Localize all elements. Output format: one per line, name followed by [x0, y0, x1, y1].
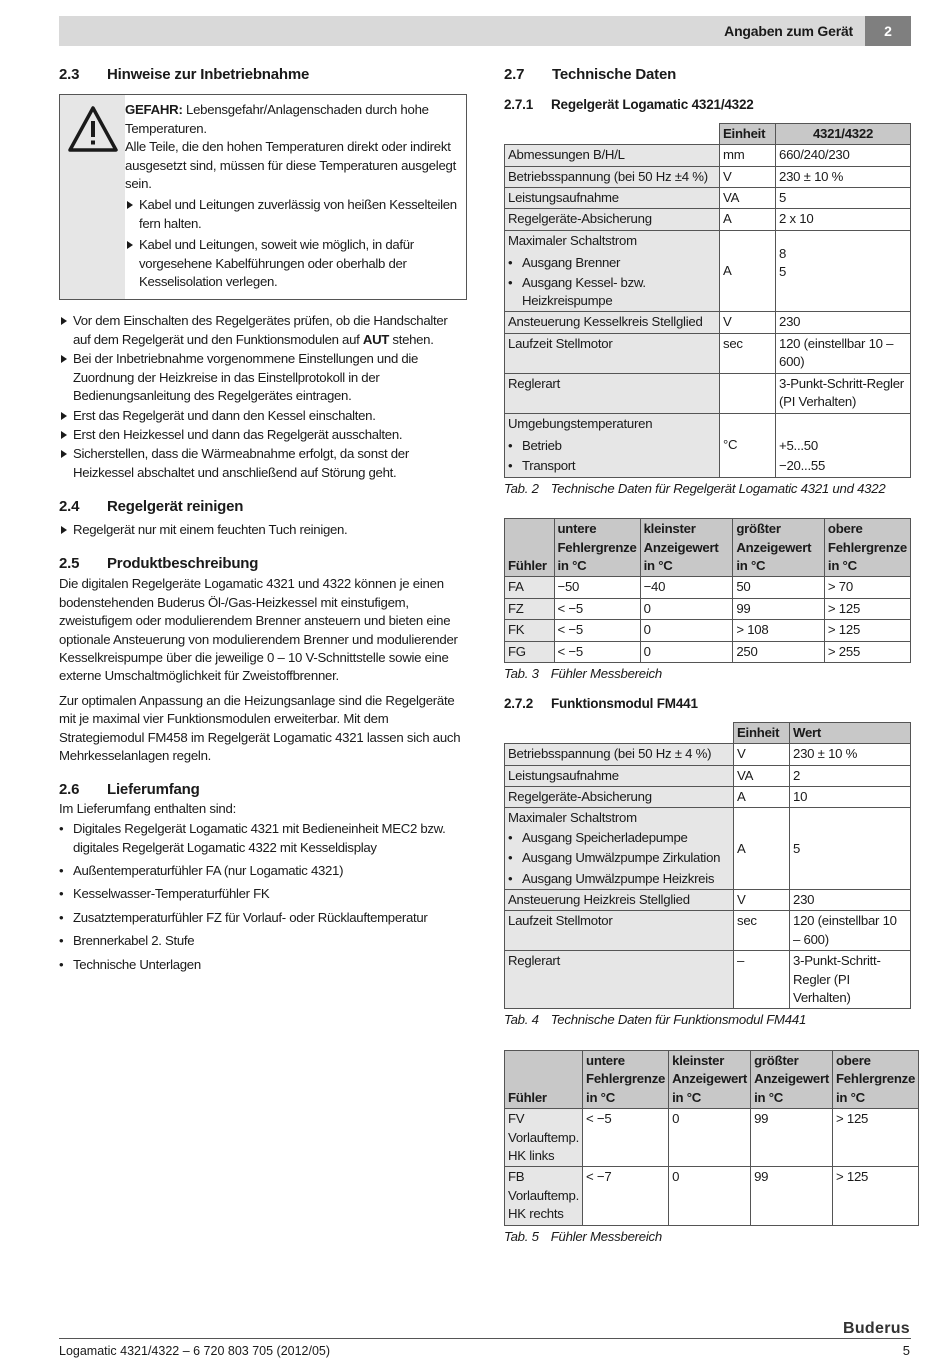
table-cell: < −5	[554, 620, 640, 641]
cell-value: +5...50	[779, 437, 818, 453]
table-cell: Ansteuerung Kesselkreis Stellglied	[505, 312, 720, 333]
section-2-5-heading	[59, 555, 467, 573]
column-header: Fühler	[505, 1050, 583, 1108]
caption-number: Tab. 3	[504, 665, 539, 681]
table-cell: Leistungsaufnahme	[505, 765, 734, 786]
section-title: Regelgerät Logamatic 4321/4322	[551, 97, 754, 113]
table-cell: FG	[505, 641, 555, 662]
section-number: 2.7.2	[504, 696, 534, 712]
table-cell: FZ	[505, 598, 555, 619]
table-cell: Regelgeräte-Absicherung	[505, 787, 734, 808]
column-header: Wert	[790, 722, 911, 743]
table-cell: 120 (einstellbar 10 – 600)	[790, 911, 911, 951]
table-cell: A	[734, 787, 790, 808]
section-number: 2.7.1	[504, 97, 534, 113]
warning-action-list	[125, 196, 458, 291]
table-cell: Reglerart	[505, 951, 734, 1009]
section-title: Funktionsmodul FM441	[551, 696, 698, 712]
list-item-text: Vor dem Einschalten des Regelgerätes prüfen, ob die Handschalter auf dem Regelgerät und den Funktionsmodulen auf	[73, 313, 448, 347]
section-number: 2.4	[59, 498, 80, 516]
section-number: 2.5	[59, 554, 80, 572]
column-header: obere Fehlergrenze in °C	[833, 1050, 919, 1108]
column-header: größter Anzeigewert in °C	[751, 1050, 833, 1108]
table-cell	[776, 413, 911, 477]
list-item: • Ausgang Umwälzpumpe Zirkulation	[508, 849, 730, 867]
table-cell: 5	[790, 808, 911, 890]
table-cell: 99	[733, 598, 825, 619]
list-item: • Transport	[508, 457, 716, 475]
table-cell: > 125	[833, 1109, 919, 1167]
caption-number: Tab. 5	[504, 1228, 539, 1244]
header-title: Angaben zum Gerät	[724, 23, 853, 39]
table-cell: FA	[505, 577, 555, 598]
table-row	[505, 333, 911, 373]
table-cell: sec	[720, 333, 776, 373]
table-cell: V	[734, 890, 790, 911]
table-cell: VA	[720, 188, 776, 209]
list-item: Regelgerät nur mit einem feuchten Tuch reinigen.	[59, 521, 467, 539]
table-cell: < −5	[583, 1109, 669, 1167]
table-row	[505, 1167, 919, 1225]
section-2-4-heading	[59, 498, 467, 516]
warning-icon-column	[60, 95, 125, 299]
table-cell: > 125	[833, 1167, 919, 1225]
table-cell: > 108	[733, 620, 825, 641]
fm441-sensor-range-table	[504, 1050, 919, 1226]
table-cell	[776, 230, 911, 312]
page-header	[59, 16, 911, 46]
table-row	[505, 641, 911, 662]
cleaning-list	[59, 521, 467, 539]
table-cell: −40	[640, 577, 733, 598]
table-row	[505, 951, 911, 1009]
table-row	[505, 188, 911, 209]
column-header: größter Anzeigewert in °C	[733, 519, 825, 577]
table-cell: 0	[669, 1109, 751, 1167]
table-cell: 3-Punkt-Schritt-Regler (PI Verhalten)	[776, 373, 911, 413]
table-row	[505, 209, 911, 230]
table-cell: sec	[734, 911, 790, 951]
table-cell: 2 x 10	[776, 209, 911, 230]
list-item: • Ausgang Speicherladepumpe	[508, 829, 730, 847]
cell-bullets	[508, 437, 716, 476]
table-cell: 99	[751, 1167, 833, 1225]
list-item: Kabel und Leitungen, soweit wie möglich, in dafür vorgesehene Kabelführungen oder oberhalb der Kesselisolation verlegen.	[125, 236, 458, 291]
list-item: • Digitales Regelgerät Logamatic 4321 mit Bedieneinheit MEC2 bzw. digitales Regelgerät Logamatic 4322 mit Kesseldisplay	[59, 820, 467, 857]
table-header-row	[505, 1050, 919, 1108]
table-row	[505, 598, 911, 619]
table-cell: 120 (einstellbar 10 – 600)	[776, 333, 911, 373]
table-row	[505, 765, 911, 786]
table-cell: °C	[720, 413, 776, 477]
list-item: • Ausgang Brenner	[508, 254, 716, 272]
table-cell: 230	[790, 890, 911, 911]
list-item: • Betrieb	[508, 437, 716, 455]
table-cell: Leistungsaufnahme	[505, 188, 720, 209]
column-header: Einheit	[734, 722, 790, 743]
table-cell: Betriebsspannung (bei 50 Hz ±4 %)	[505, 166, 720, 187]
aut-label: AUT	[362, 331, 390, 347]
list-item: Erst den Heizkessel und dann das Regelgerät ausschalten.	[59, 426, 467, 444]
table-row	[505, 620, 911, 641]
table-cell: 0	[640, 620, 733, 641]
section-number: 2.7	[504, 66, 525, 83]
list-item: • Brennerkabel 2. Stufe	[59, 932, 467, 950]
warning-text	[125, 95, 466, 299]
caption-number: Tab. 2	[504, 480, 539, 496]
table-cell: Betriebsspannung (bei 50 Hz ± 4 %)	[505, 744, 734, 765]
danger-lead-text: Lebensgefahr/Anlagenschaden durch hohe Temperaturen.	[125, 102, 429, 136]
table-cell: > 70	[824, 577, 910, 598]
table-row	[505, 808, 911, 890]
table-row	[505, 787, 911, 808]
table-cell: 5	[776, 188, 911, 209]
section-2-3-heading	[59, 66, 467, 84]
section-2-7-heading	[504, 66, 911, 84]
commissioning-steps-list	[59, 312, 467, 482]
table-cell	[505, 123, 720, 144]
table-cell	[505, 230, 720, 312]
table-cell: 2	[790, 765, 911, 786]
table-cell: < −5	[554, 641, 640, 662]
danger-warning-box	[59, 94, 467, 300]
section-number: 2.3	[59, 66, 80, 83]
table-cell: 230	[776, 312, 911, 333]
fm441-technical-data-table	[504, 722, 911, 1010]
cell-value: 5	[779, 264, 787, 280]
sensor-range-table	[504, 518, 911, 663]
table-cell: mm	[720, 145, 776, 166]
header-page-number: 2	[865, 16, 911, 46]
column-header: untere Fehlergrenze in °C	[554, 519, 640, 577]
list-item-text: stehen.	[389, 331, 434, 347]
column-header: Einheit	[720, 123, 776, 144]
cell-bullets	[508, 829, 730, 888]
table-cell: 50	[733, 577, 825, 598]
table-cell: FV Vorlauftemp. HK links	[505, 1109, 583, 1167]
table-cell: 99	[751, 1109, 833, 1167]
table-cell: Laufzeit Stellmotor	[505, 911, 734, 951]
list-item	[59, 312, 467, 349]
table-cell: 660/240/230	[776, 145, 911, 166]
table-cell: A	[720, 230, 776, 312]
caption-text: Fühler Messbereich	[550, 665, 662, 681]
list-item: Bei der Inbetriebnahme vorgenommene Einstellungen und die Zuordnung der Heizkreise in das Einstellprotokoll in der Bedienungsanleitung des Regelgerätes eintragen.	[59, 350, 467, 405]
table-row	[505, 890, 911, 911]
cell-bullets	[508, 254, 716, 310]
section-title: Regelgerät reinigen	[107, 498, 244, 516]
table-cell: Abmessungen B/H/L	[505, 145, 720, 166]
column-header: kleinster Anzeigewert in °C	[669, 1050, 751, 1108]
table-cell: 0	[669, 1167, 751, 1225]
table-cell: V	[720, 312, 776, 333]
table-row	[505, 911, 911, 951]
list-item: Kabel und Leitungen zuverlässig von heißen Kesselteilen fern halten.	[125, 196, 458, 233]
table-caption	[504, 480, 911, 498]
table-cell: 0	[640, 641, 733, 662]
list-item: • Zusatztemperaturfühler FZ für Vorlauf- oder Rücklauftemperatur	[59, 909, 467, 927]
table-caption	[504, 1228, 911, 1246]
cell-label: Maximaler Schaltstrom	[508, 810, 637, 826]
footer-page-number: 5	[902, 1343, 910, 1358]
cell-value: −20...55	[779, 458, 826, 474]
section-2-7-2-heading	[504, 695, 911, 713]
column-header: 4321/4322	[776, 123, 911, 144]
warning-triangle-icon	[67, 105, 119, 153]
section-title: Lieferumfang	[107, 781, 200, 799]
section-title: Technische Daten	[552, 66, 677, 83]
column-header: obere Fehlergrenze in °C	[824, 519, 910, 577]
table-caption	[504, 1011, 911, 1029]
section-number: 2.6	[59, 781, 80, 799]
table-row	[505, 413, 911, 477]
table-row	[505, 145, 911, 166]
table-header-row	[505, 123, 911, 144]
caption-text: Technische Daten für Regelgerät Logamatic 4321 und 4322	[550, 480, 886, 496]
warning-lead	[125, 101, 458, 138]
table-cell: A	[734, 808, 790, 890]
product-description-paragraph: Zur optimalen Anpassung an die Heizungsanlage sind die Regelgeräte mit je maximal vier Funktionsmodulen erweiterbar. Mit dem Strategiemodul FM458 im Regelgerät Logamatic 4321 lassen sich auch Mehrkesselanlagen regeln.	[59, 692, 461, 763]
table-cell	[505, 722, 734, 743]
table-cell: A	[720, 209, 776, 230]
table-row	[505, 230, 911, 312]
table-cell: 3-Punkt-Schritt-Regler (PI Verhalten)	[790, 951, 911, 1009]
table-row	[505, 1109, 919, 1167]
column-header: untere Fehlergrenze in °C	[583, 1050, 669, 1108]
scope-of-delivery-list	[59, 820, 467, 974]
warning-paragraph: Alle Teile, die den hohen Temperaturen direkt oder indirekt ausgesetzt sind, müssen für diese Temperaturen ausgelegt sein.	[125, 139, 457, 192]
table-cell: < −7	[583, 1167, 669, 1225]
table-cell: VA	[734, 765, 790, 786]
table-row	[505, 577, 911, 598]
table-cell: 230 ± 10 %	[790, 744, 911, 765]
list-item: • Kesselwasser-Temperaturfühler FK	[59, 885, 467, 903]
table-cell: Reglerart	[505, 373, 720, 413]
table-cell	[505, 808, 734, 890]
caption-text: Fühler Messbereich	[550, 1228, 662, 1244]
table-cell: V	[734, 744, 790, 765]
table-cell: –	[734, 951, 790, 1009]
table-cell: 10	[790, 787, 911, 808]
cell-value: 8	[779, 245, 787, 261]
table-cell: > 125	[824, 598, 910, 619]
column-header: Fühler	[505, 519, 555, 577]
table-cell: Regelgeräte-Absicherung	[505, 209, 720, 230]
left-column	[59, 66, 467, 979]
cell-label: Umgebungstemperaturen	[508, 415, 653, 431]
table-header-row	[505, 722, 911, 743]
section-2-7-1-heading	[504, 96, 911, 114]
table-cell: Ansteuerung Heizkreis Stellglied	[505, 890, 734, 911]
list-item: • Technische Unterlagen	[59, 956, 467, 974]
section-2-6-heading	[59, 781, 467, 799]
caption-text: Technische Daten für Funktionsmodul FM441	[550, 1012, 807, 1028]
right-column	[504, 66, 916, 1246]
list-item: • Außentemperaturfühler FA (nur Logamatic 4321)	[59, 862, 467, 880]
danger-label: GEFAHR:	[125, 102, 183, 118]
section-title: Hinweise zur Inbetriebnahme	[107, 66, 310, 83]
table-cell: V	[720, 166, 776, 187]
section-title: Produktbeschreibung	[107, 554, 259, 572]
table-cell	[505, 413, 720, 477]
buderus-logo: Buderus	[843, 1320, 910, 1337]
table-cell: < −5	[554, 598, 640, 619]
table-cell: FK	[505, 620, 555, 641]
table-caption	[504, 665, 911, 683]
caption-number: Tab. 4	[504, 1012, 539, 1028]
table-cell: Laufzeit Stellmotor	[505, 333, 720, 373]
scope-intro: Im Lieferumfang enthalten sind:	[59, 800, 236, 816]
table-cell: 250	[733, 641, 825, 662]
table-cell: −50	[554, 577, 640, 598]
table-cell	[720, 373, 776, 413]
footer-document-id: Logamatic 4321/4322 – 6 720 803 705 (2012/05)	[59, 1344, 331, 1358]
list-item: Erst das Regelgerät und dann den Kessel einschalten.	[59, 407, 467, 425]
product-description-paragraph: Die digitalen Regelgeräte Logamatic 4321 und 4322 können je einen bodenstehenden Buderus Öl-/Gas-Heizkessel mit einstufigem, zweistufigem oder modulierendem Brenner ansteuern und bieten eine optionale Ansteuerung von modulierendem Brenner und modulierender Kesselkreispumpe über die jeweilige 0 – 10 V-Schnittstelle sowie eine externe Umschaltmöglichkeit für Zweistoffbrenner.	[59, 576, 458, 684]
list-item: • Ausgang Umwälzpumpe Heizkreis	[508, 870, 730, 888]
cell-label: Maximaler Schaltstrom	[508, 232, 637, 248]
footer-divider	[59, 1338, 911, 1339]
table-cell: FB Vorlauftemp. HK rechts	[505, 1167, 583, 1225]
table-cell: > 125	[824, 620, 910, 641]
table-row	[505, 744, 911, 765]
controller-technical-data-table	[504, 123, 911, 478]
table-cell: > 255	[824, 641, 910, 662]
table-row	[505, 373, 911, 413]
table-row	[505, 312, 911, 333]
table-row	[505, 166, 911, 187]
table-header-row	[505, 519, 911, 577]
column-header: kleinster Anzeigewert in °C	[640, 519, 733, 577]
list-item: • Ausgang Kessel- bzw. Heizkreispumpe	[508, 274, 716, 311]
list-item: Sicherstellen, dass die Wärmeabnahme erfolgt, da sonst der Heizkessel abschaltet und anschließend auf Störung geht.	[59, 445, 467, 482]
table-cell: 230 ± 10 %	[776, 166, 911, 187]
table-cell: 0	[640, 598, 733, 619]
